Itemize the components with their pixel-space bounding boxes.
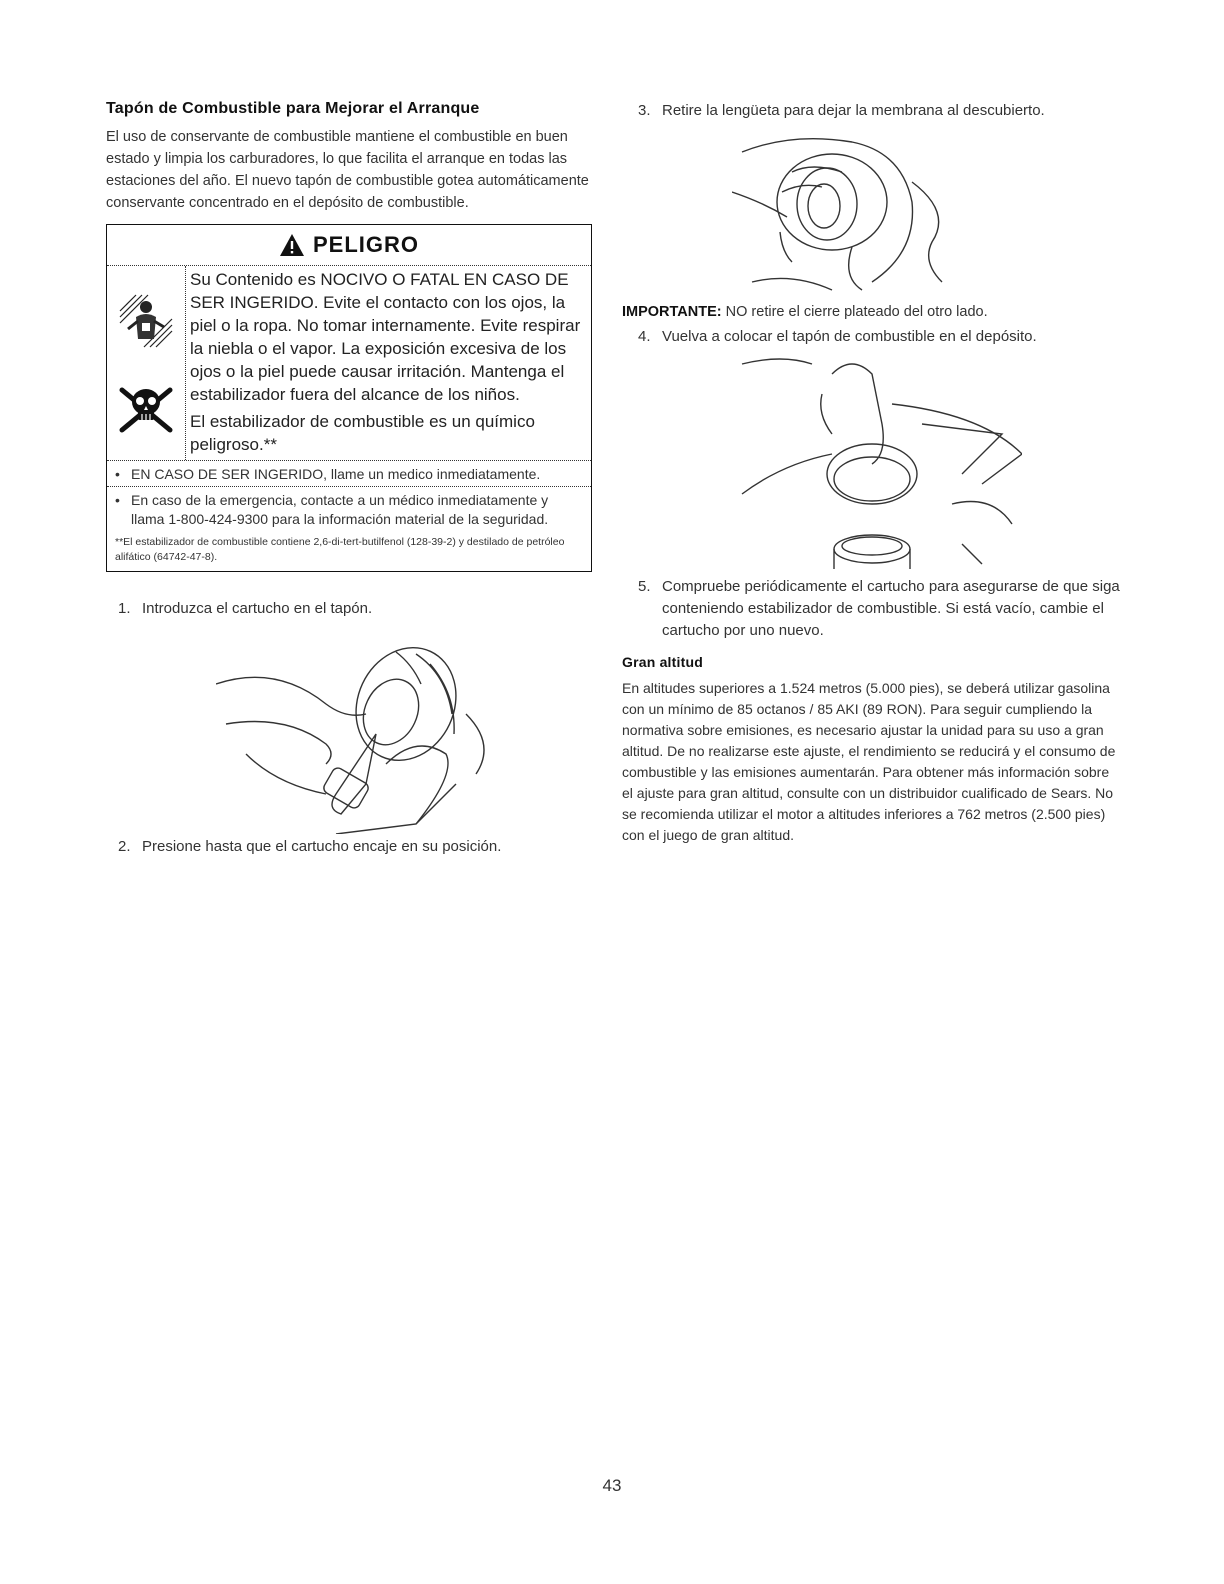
right-column bbox=[622, 100, 1122, 846]
important-note: IMPORTANTE: NO retire el cierre plateado del otro lado. bbox=[622, 304, 988, 320]
section-heading: Tapón de Combustible para Mejorar el Arranque bbox=[106, 100, 480, 117]
step-2: 2. Presione hasta que el cartucho encaje en su posición. bbox=[118, 838, 502, 855]
bullet-icon: • bbox=[115, 466, 120, 482]
bullet-icon: • bbox=[115, 492, 120, 508]
intro-paragraph: El uso de conservante de combustible mantiene el combustible en buen estado y limpia los carburadores, lo que facilita el arranque en todas las estaciones del año. El nuevo tapón de combustible gotea automáticamente conservante concentrado en el depósito de combustible. bbox=[106, 129, 589, 211]
warning-main-text: Su Contenido es NOCIVO O FATAL EN CASO DE SER INGERIDO. Evite el contacto con los ojos, la piel o la ropa. No tomar internamente. Evite respirar la niebla o el vapor. La exposición excesiva de los ojos o la piel puede causar irritación. Mantenga el estabilizador fuera del alcance de los niños. bbox=[190, 270, 581, 404]
altitude-paragraph: En altitudes superiores a 1.524 metros (5.000 pies), se deberá utilizar gasolina con un mínimo de 85 octanos / 85 AKI (89 RON). Para seguir cumpliendo la normativa sobre emisiones, es necesario ajustar la unidad para su uso a gran altitud. De no realizarse este ajuste, el rendimiento se reducirá y el consumo de combustible y las emisiones aumentarán. Para obtener más información sobre el ajuste para gran altitud, consulte con un distribuidor cualificado de Sears. No se recomienda utilizar el motor a altitudes inferiores a 762 metros (2.500 pies) con el juego de gran altitud. bbox=[622, 680, 1116, 843]
warning-secondary-text: El estabilizador de combustible es un químico peligroso.** bbox=[190, 412, 535, 454]
cap-replace-illustration bbox=[722, 354, 1022, 574]
warning-bullet: • En caso de la emergencia, contacte a un médico inmediatamente y llama 1-800-424-9300 para la información material de la seguridad. bbox=[115, 492, 549, 527]
page-number: 43 bbox=[602, 1476, 622, 1495]
step-3: 3. Retire la lengüeta para dejar la membrana al descubierto. bbox=[638, 102, 1045, 119]
left-column bbox=[106, 100, 593, 858]
warning-title: PELIGRO bbox=[312, 232, 419, 257]
harmful-substance-icon bbox=[116, 291, 176, 351]
warning-header bbox=[107, 225, 591, 266]
step-4: 4. Vuelva a colocar el tapón de combustible en el depósito. bbox=[638, 328, 1037, 345]
skull-crossbones-icon bbox=[114, 380, 178, 436]
warning-footnote: **El estabilizador de combustible contiene 2,6-di-tert-butilfenol (128-39-2) y destilado de petróleo alifático (64742-47-8). bbox=[115, 536, 565, 563]
membrane-tab-illustration bbox=[732, 132, 972, 292]
important-label: IMPORTANTE: bbox=[622, 304, 722, 320]
altitude-heading: Gran altitud bbox=[622, 654, 703, 670]
warning-triangle-icon bbox=[279, 233, 305, 257]
warning-bullet: • EN CASO DE SER INGERIDO, llame un medico inmediatamente. bbox=[107, 465, 591, 487]
cartridge-insert-illustration bbox=[216, 624, 556, 834]
danger-warning-box bbox=[106, 224, 592, 572]
step-5: 5. Compruebe periódicamente el cartucho para asegurarse de que siga conteniendo estabilizador de combustible. Si está vacío, cambie el cartucho por uno nuevo. bbox=[638, 578, 1120, 639]
step-1: 1. Introduzca el cartucho en el tapón. bbox=[118, 600, 373, 617]
